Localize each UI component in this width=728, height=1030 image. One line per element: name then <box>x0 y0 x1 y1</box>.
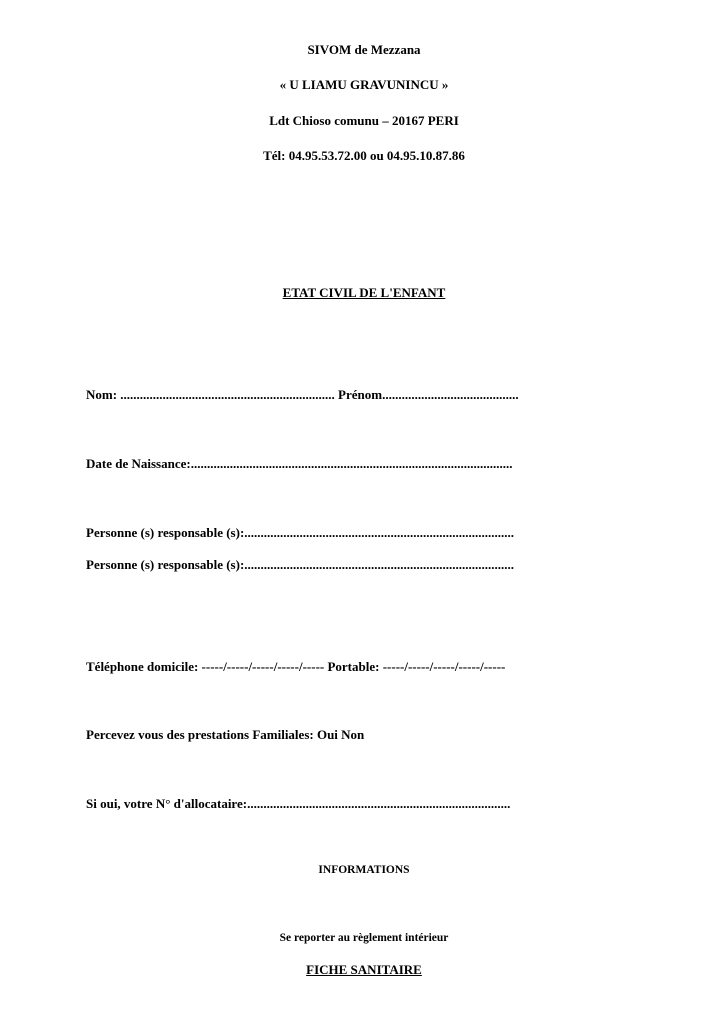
reglement-note: Se reporter au règlement intérieur <box>279 932 449 944</box>
responsable-field-2: Personne (s) responsable (s):................................................................................... <box>86 557 515 572</box>
allocataire-field: Si oui, votre N° d'allocataire:................................................................................. <box>86 796 511 811</box>
section-title-etat-civil: ETAT CIVIL DE L'ENFANT <box>282 285 446 300</box>
informations-title: INFORMATIONS <box>318 864 410 876</box>
phone-numbers: Tél: 04.95.53.72.00 ou 04.95.10.87.86 <box>263 148 465 163</box>
address: Ldt Chioso comunu – 20167 PERI <box>269 113 459 128</box>
date-naissance-field: Date de Naissance:................................................................................................... <box>86 456 513 471</box>
centre-name: « U LIAMU GRAVUNINCU » <box>279 77 449 92</box>
organization-name: SIVOM de Mezzana <box>307 42 421 57</box>
telephone-field: Téléphone domicile: -----/-----/-----/-----/----- Portable: -----/-----/-----/-----/----- <box>86 659 506 674</box>
prestations-field: Percevez vous des prestations Familiales: Oui Non <box>86 727 365 742</box>
fiche-sanitaire-title: FICHE SANITAIRE <box>306 962 422 977</box>
responsable-field-1: Personne (s) responsable (s):................................................................................... <box>86 525 515 540</box>
nom-prenom-field: Nom: .................................................................. Prénom.......................................... <box>86 387 519 402</box>
